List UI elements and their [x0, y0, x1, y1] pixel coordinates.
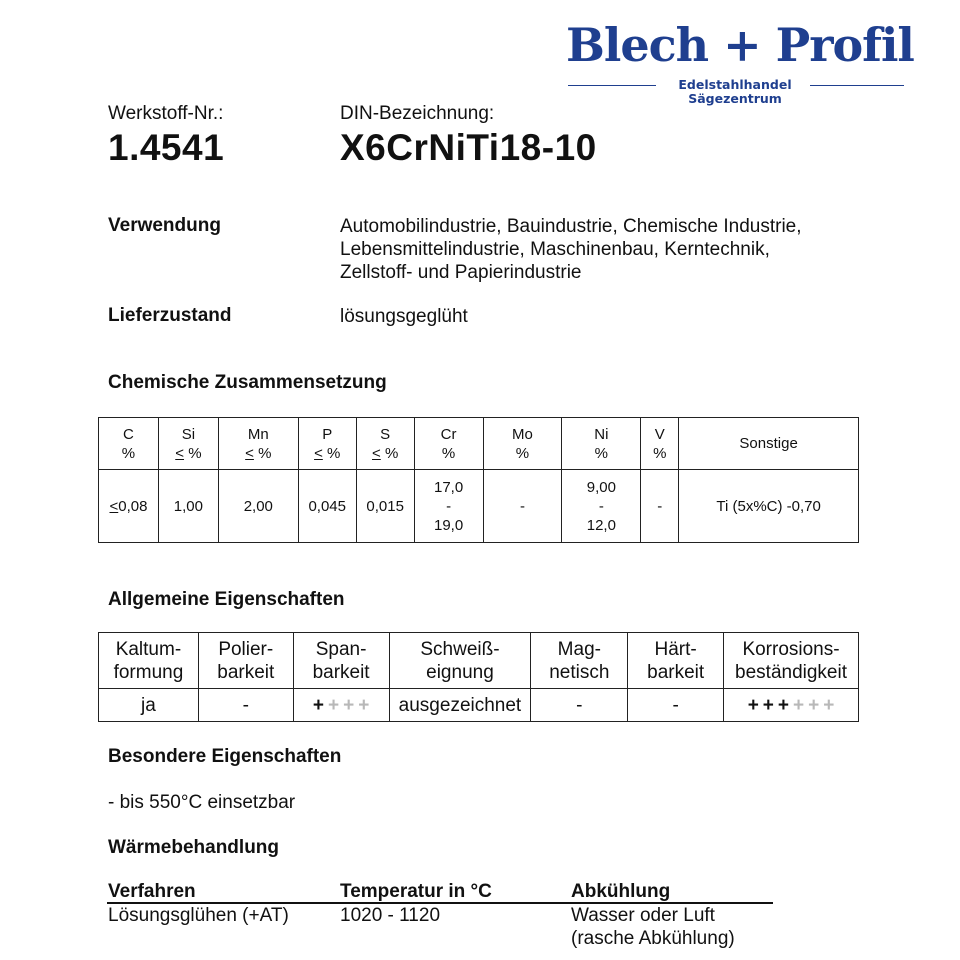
special-text: - bis 550°C einsetzbar	[108, 792, 296, 813]
prop-head-magnetisch: Mag- netisch	[531, 633, 628, 689]
prop-val-polierbarkeit: -	[198, 689, 293, 722]
prop-head-kaltumformung: Kaltum- formung	[99, 633, 199, 689]
prop-head-schweisseignung: Schweiß- eignung	[389, 633, 531, 689]
chem-head-p: P < %	[298, 418, 356, 470]
chem-val-other: Ti (5x%C) -0,70	[679, 470, 859, 543]
rating-plus-filled: +	[312, 694, 324, 716]
delivery-label: Lieferzustand	[108, 305, 232, 326]
usage-line: Automobilindustrie, Bauindustrie, Chemische Industrie,	[340, 216, 802, 237]
delivery-value: lösungsgeglüht	[340, 306, 468, 327]
prop-head-haertbarkeit: Härt- barkeit	[628, 633, 724, 689]
properties-value-row	[99, 689, 859, 722]
logo-subtitle-line2: Sägezentrum	[688, 91, 782, 106]
rating-plus-empty: +	[327, 694, 340, 716]
prop-val-schweisseignung: ausgezeichnet	[389, 689, 531, 722]
logo-brand: Blech + Profil	[566, 18, 914, 72]
chem-val-s: 0,015	[356, 470, 414, 543]
rating-plus-filled: +	[777, 694, 790, 716]
logo-rule-right	[810, 85, 904, 86]
prop-head-spanbarkeit: Span- barkeit	[293, 633, 389, 689]
heat-head-cooling: Abkühlung	[571, 881, 671, 902]
chem-val-cr: 17,0 - 19,0	[414, 470, 483, 543]
chemistry-table	[98, 417, 859, 543]
chemistry-title: Chemische Zusammensetzung	[108, 372, 387, 393]
chem-val-mn: 2,00	[218, 470, 298, 543]
chem-head-cr: Cr %	[414, 418, 483, 470]
prop-head-polierbarkeit: Polier- barkeit	[198, 633, 293, 689]
material-number: 1.4541	[108, 127, 225, 168]
prop-head-korrosion: Korrosions- beständigkeit	[724, 633, 859, 689]
chemistry-value-row	[99, 470, 859, 543]
chem-head-v: V %	[641, 418, 679, 470]
prop-val-kaltumformung: ja	[99, 689, 199, 722]
logo-subtitle-line1: Edelstahlhandel	[678, 77, 792, 92]
chem-val-ni: 9,00 - 12,0	[562, 470, 641, 543]
heat-cooling	[571, 904, 735, 950]
chem-head-ni: Ni %	[562, 418, 641, 470]
heat-procedure: Lösungsglühen (+AT)	[108, 905, 289, 926]
chem-val-v: -	[641, 470, 679, 543]
logo-subtitle	[660, 78, 810, 106]
chem-val-mo: -	[483, 470, 562, 543]
prop-val-spanbarkeit	[293, 689, 389, 722]
usage-label: Verwendung	[108, 215, 221, 236]
chem-head-other: Sonstige	[679, 418, 859, 470]
rating-plus-empty: +	[358, 694, 370, 716]
usage-text	[340, 215, 802, 284]
material-number-label: Werkstoff-Nr.:	[108, 103, 224, 124]
properties-title: Allgemeine Eigenschaften	[108, 589, 345, 610]
rating-plus-empty: +	[343, 694, 355, 716]
rating-plus-filled: +	[747, 694, 759, 716]
rating-plus-filled: +	[762, 694, 774, 716]
chem-val-p: 0,045	[298, 470, 356, 543]
heat-head-temperature: Temperatur in °C	[340, 881, 492, 902]
prop-val-magnetisch: -	[531, 689, 628, 722]
rating-plus-empty: +	[808, 694, 820, 716]
usage-line: Lebensmittelindustrie, Maschinenbau, Kerntechnik,	[340, 239, 770, 260]
chem-val-si: 1,00	[158, 470, 218, 543]
chem-head-mn: Mn < %	[218, 418, 298, 470]
rating-plus-empty: +	[793, 694, 805, 716]
din-label: DIN-Bezeichnung:	[340, 103, 495, 124]
heat-temperature: 1020 - 1120	[340, 905, 441, 926]
heat-cooling-line: Wasser oder Luft	[571, 905, 715, 926]
chem-head-c: C %	[99, 418, 159, 470]
properties-header-row	[99, 633, 859, 689]
properties-table	[98, 632, 859, 722]
special-title: Besondere Eigenschaften	[108, 746, 342, 767]
prop-val-haertbarkeit: -	[628, 689, 724, 722]
logo-rule-left	[568, 85, 656, 86]
din-designation: X6CrNiTi18-10	[340, 127, 597, 168]
heat-head-procedure: Verfahren	[108, 881, 196, 902]
rating-plus-empty: +	[823, 694, 835, 716]
chem-head-si: Si < %	[158, 418, 218, 470]
chemistry-header-row	[99, 418, 859, 470]
heat-title: Wärmebehandlung	[108, 837, 280, 858]
usage-line: Zellstoff- und Papierindustrie	[340, 262, 582, 283]
chem-head-s: S < %	[356, 418, 414, 470]
chem-head-mo: Mo %	[483, 418, 562, 470]
prop-val-korrosion	[724, 689, 859, 722]
heat-cooling-line: (rasche Abkühlung)	[571, 928, 735, 949]
chem-val-c: <0,08	[99, 470, 159, 543]
